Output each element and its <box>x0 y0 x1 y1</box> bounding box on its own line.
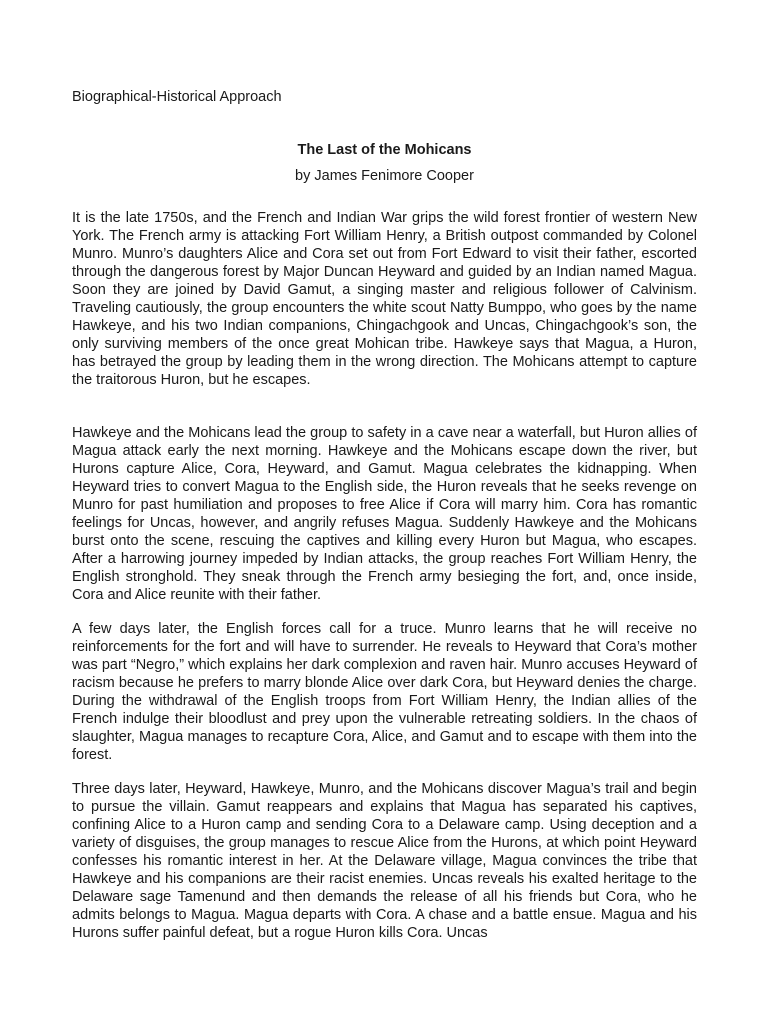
paragraph-2: Hawkeye and the Mohicans lead the group to safety in a cave near a waterfall, but Huron allies of Magua attack early the next morning. Hawkeye and the Mohicans escape down the river, but Hurons capture Alice, Cora, Heyward, and Gamut. Magua celebrates the kidnapping. When Heyward tries to convert Magua to the English side, the Huron reveals that he seeks revenge on Munro for past humiliation and proposes to free Alice if Cora will marry him. Cora has romantic feelings for Uncas, however, and angrily refuses Magua. Suddenly Hawkeye and the Mohicans burst onto the scene, rescuing the captives and killing every Huron but Magua, who escapes. After a harrowing journey impeded by Indian attacks, the group reaches Fort William Henry, the English stronghold. They sneak through the French army besieging the fort, and, once inside, Cora and Alice reunite with their father. <box>72 425 697 603</box>
paragraph-4: Three days later, Heyward, Hawkeye, Munro, and the Mohicans discover Magua’s trail and begin to pursue the villain. Gamut reappears and explains that Magua has separated his captives, confining Alice to a Huron camp and sending Cora to a Delaware camp. Using deception and a variety of disguises, the group manages to rescue Alice from the Hurons, at which point Heyward confesses his romantic interest in her. At the Delaware village, Magua convinces the tribe that Hawkeye and his companions are their racist enemies. Uncas reveals his exalted heritage to the Delaware sage Tamenund and then demands the release of all his friends but Cora, who he admits belongs to Magua. Magua departs with Cora. A chase and a battle ensue. Magua and his Hurons suffer painful defeat, but a rogue Huron kills Cora. Uncas <box>72 781 697 941</box>
document-title: The Last of the Mohicans <box>297 142 472 158</box>
section-label: Biographical-Historical Approach <box>72 89 282 105</box>
document-page <box>72 88 697 941</box>
paragraph-1: It is the late 1750s, and the French and Indian War grips the wild forest frontier of western New York. The French army is attacking Fort William Henry, a British outpost commanded by Colonel Munro. Munro’s daughters Alice and Cora set out from Fort Edward to visit their father, escorted through the dangerous forest by Major Duncan Heyward and guided by an Indian named Magua. Soon they are joined by David Gamut, a singing master and religious follower of Calvinism. Traveling cautiously, the group encounters the white scout Natty Bumppo, who goes by the name Hawkeye, and his two Indian companions, Chingachgook and Uncas, Chingachgook’s son, the only surviving members of the once great Mohican tribe. Hawkeye says that Magua, a Huron, has betrayed the group by leading them in the wrong direction. The Mohicans attempt to capture the traitorous Huron, but he escapes. <box>72 210 697 388</box>
document-byline: by James Fenimore Cooper <box>295 168 474 184</box>
paragraph-3: A few days later, the English forces call for a truce. Munro learns that he will receive no reinforcements for the fort and will have to surrender. He reveals to Heyward that Cora’s mother was part “Negro,” which explains her dark complexion and raven hair. Munro accuses Heyward of racism because he prefers to marry blonde Alice over dark Cora, but Heyward denies the charge. During the withdrawal of the English troops from Fort William Henry, the Indian allies of the French indulge their bloodlust and prey upon the vulnerable retreating soldiers. In the chaos of slaughter, Magua manages to recapture Cora, Alice, and Gamut and to escape with them into the forest. <box>72 621 697 763</box>
